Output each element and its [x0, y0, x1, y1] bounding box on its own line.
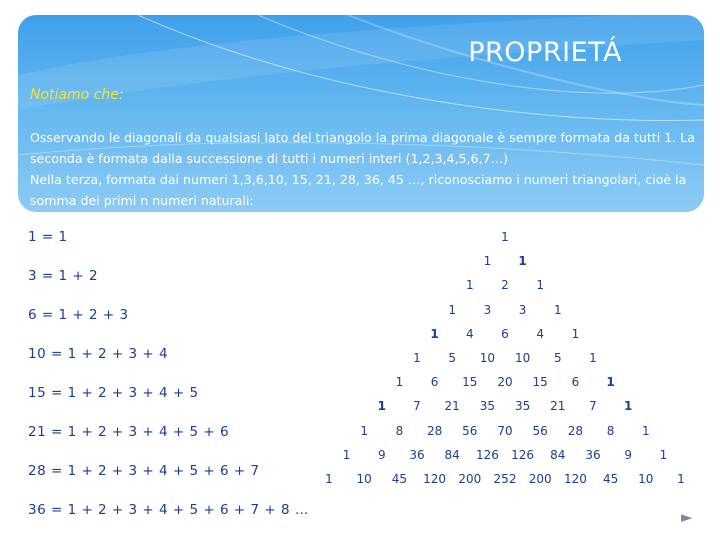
pascal-number: 1	[360, 423, 368, 438]
pascal-number: 15	[532, 375, 548, 390]
pascal-number: 8	[606, 423, 615, 438]
body-text	[30, 127, 704, 211]
pascal-number: 7	[413, 399, 421, 414]
pascal-number: 2	[501, 278, 509, 293]
pascal-number: 4	[465, 326, 474, 341]
pascal-number: 7	[589, 399, 597, 414]
pascal-number: 15	[462, 375, 478, 390]
equation-row: 36 = 1 + 2 + 3 + 4 + 5 + 6 + 7 + 8 …	[28, 502, 309, 518]
pascal-number: 1	[553, 302, 562, 317]
pascal-number: 1	[624, 399, 633, 414]
pascal-number: 6	[501, 326, 509, 341]
pascal-number: 1	[606, 375, 615, 390]
pascal-number: 36	[409, 447, 425, 462]
pascal-number: 1	[395, 375, 404, 390]
pascal-number: 120	[423, 472, 447, 486]
pascal-number: 200	[528, 472, 552, 486]
pascal-number: 84	[550, 447, 566, 462]
pascal-number: 28	[426, 423, 443, 438]
equation-row: 21 = 1 + 2 + 3 + 4 + 5 + 6	[28, 424, 230, 440]
pascal-number: 3	[518, 302, 527, 317]
pascal-number: 1	[501, 230, 509, 244]
pascal-number: 70	[497, 423, 513, 438]
pascal-number: 1	[448, 302, 456, 317]
pascal-number: 21	[550, 399, 566, 414]
pascal-number: 45	[391, 472, 408, 486]
paragraph-2: Nella terza, formata dai numeri 1,3,6,10, 15, 21, 28, 36, 45 …, riconosciamo i numeri triangolari, cioè la somma dei primi n numeri naturali:	[30, 172, 687, 208]
pascal-number: 35	[514, 399, 531, 414]
pascal-number: 252	[493, 472, 517, 486]
subtitle: Notiamo che:	[30, 87, 124, 103]
pascal-number: 1	[377, 399, 386, 414]
equation-row: 10 = 1 + 2 + 3 + 4	[28, 346, 169, 362]
pascal-number: 1	[465, 278, 474, 293]
equation-row: 6 = 1 + 2 + 3	[28, 307, 129, 323]
pascal-number: 1	[659, 447, 668, 462]
pascal-number: 1	[571, 326, 580, 341]
pascal-number: 1	[413, 351, 421, 365]
equation-row: 1 = 1	[28, 229, 68, 245]
page-title: PROPRIETÁ	[468, 37, 622, 68]
pascal-number: 8	[395, 423, 404, 438]
pascal-number: 1	[518, 254, 527, 269]
pascal-number: 28	[567, 423, 584, 438]
pascal-number: 9	[624, 447, 632, 462]
pascal-number: 1	[589, 351, 597, 365]
pascal-number: 45	[602, 472, 619, 486]
pascal-number: 1	[641, 423, 650, 438]
pascal-number: 35	[479, 399, 496, 414]
pascal-number: 126	[511, 447, 535, 462]
pascal-number: 84	[444, 447, 460, 462]
pascal-number: 10	[514, 351, 531, 365]
header-banner	[18, 15, 704, 212]
pascal-number: 10	[356, 472, 372, 486]
pascal-number: 56	[532, 423, 548, 438]
pascal-number: 10	[479, 351, 496, 365]
next-arrow-icon[interactable]: ►	[681, 508, 693, 526]
pascal-number: 5	[448, 351, 456, 365]
equation-row: 15 = 1 + 2 + 3 + 4 + 5	[28, 385, 199, 401]
pascal-number: 9	[377, 447, 386, 462]
pascal-number: 21	[444, 399, 460, 414]
paragraph-1: Osservando le diagonali da qualsiasi lato del triangolo la prima diagonale è sempre formata da tutti 1. La seconda è formata dalla successione di tutti i numeri interi (1,2,3,4,5,6,7…)	[30, 130, 695, 166]
pascal-number: 10	[638, 472, 654, 486]
pascal-number: 6	[571, 375, 580, 390]
pascal-number: 4	[536, 326, 544, 341]
pascal-number: 6	[430, 375, 439, 390]
pascal-number: 126	[475, 447, 499, 462]
pascal-number: 1	[483, 254, 492, 269]
pascal-number: 1	[430, 326, 439, 341]
pascal-number: 3	[483, 302, 492, 317]
pascal-number: 200	[458, 472, 482, 486]
pascal-number: 36	[585, 447, 601, 462]
pascal-number: 120	[563, 472, 587, 486]
pascal-number: 20	[497, 375, 513, 390]
pascal-number: 1	[536, 278, 544, 293]
pascal-number: 5	[553, 351, 562, 365]
equation-row: 28 = 1 + 2 + 3 + 4 + 5 + 6 + 7	[28, 463, 260, 479]
equation-row: 3 = 1 + 2	[28, 268, 99, 284]
pascal-number: 1	[325, 472, 333, 486]
pascal-number: 56	[462, 423, 478, 438]
pascal-number: 1	[342, 447, 351, 462]
pascal-number: 1	[677, 472, 685, 486]
